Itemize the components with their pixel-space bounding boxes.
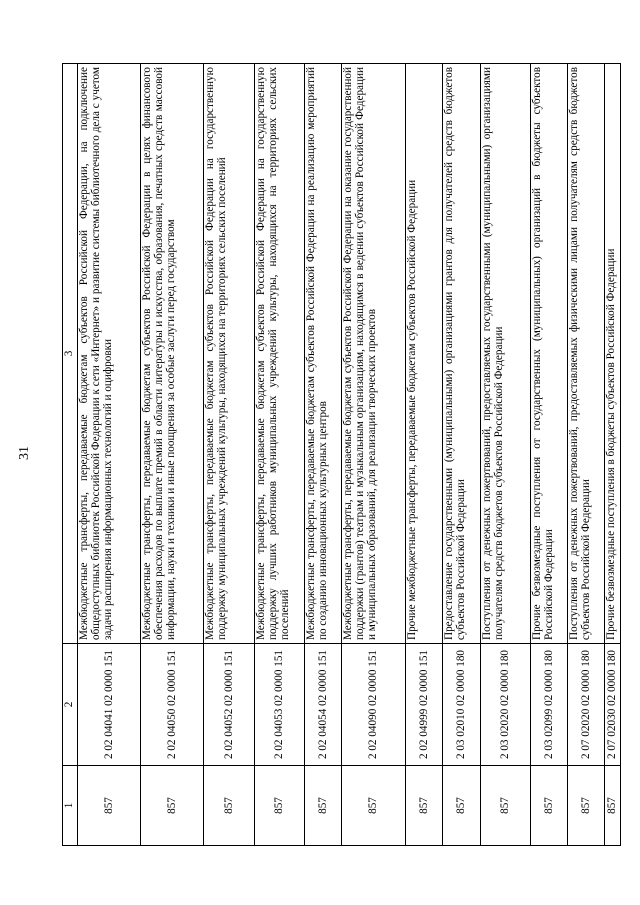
admin-code-cell: 857 [255,766,305,846]
table-row [568,64,605,846]
description-cell: Прочие межбюджетные трансферты, передаваемые бюджетам субъектов Российской Федерации [406,64,443,644]
table-row [204,64,255,846]
table-row [406,64,443,846]
admin-code-cell: 857 [531,766,568,846]
description-cell: Межбюджетные трансферты, передаваемые бюджетам субъектов Российской Федерации на государственную поддержку лучших работников муниципальных учреждений культуры, находящихся на территориях сельских поселений [255,64,305,644]
budget-code-cell: 2 02 04052 02 0000 151 [204,644,255,766]
column-header-1: 1 [63,766,78,846]
budget-code-cell: 2 07 02020 02 0000 180 [568,644,605,766]
admin-code-cell: 857 [305,766,342,846]
table-row [305,64,342,846]
budget-code-cell: 2 07 02030 02 0000 180 [605,644,621,766]
budget-code-cell: 2 02 04041 02 0000 151 [78,644,141,766]
table-row [481,64,531,846]
budget-code-cell: 2 02 04090 02 0000 151 [342,644,406,766]
table-row [531,64,568,846]
admin-code-cell: 857 [481,766,531,846]
table-row [605,64,621,846]
admin-code-cell: 857 [78,766,141,846]
table-row [342,64,406,846]
admin-code-cell: 857 [406,766,443,846]
admin-code-cell: 857 [141,766,204,846]
description-cell: Межбюджетные трансферты, передаваемые бюджетам субъектов Российской Федерации на оказание государственной поддержки (грантов) театрам и музыкальным организациям, находящимся в ведении субъектов Российской Федерации и муниципальных образований, для реализации творческих проектов [342,64,406,644]
table-row [443,64,481,846]
table-row [255,64,305,846]
admin-code-cell: 857 [204,766,255,846]
column-header-3: 3 [63,64,78,644]
budget-code-cell: 2 02 04053 02 0000 151 [255,644,305,766]
description-cell: Поступления от денежных пожертвований, предоставляемых государственными (муниципальными) организациями получателям средств бюджетов субъектов Российской Федерации [481,64,531,644]
table-row [141,64,204,846]
table-header-row [63,64,78,846]
description-cell: Прочие безвозмездные поступления в бюджеты субъектов Российской Федерации [605,64,621,644]
description-cell: Поступления от денежных пожертвований, предоставляемых физическими лицами получателям средств бюджетов субъектов Российской Федерации [568,64,605,644]
table-row [78,64,141,846]
description-cell: Прочие безвозмездные поступления от государственных (муниципальных) организаций в бюджеты субъектов Российской Федерации [531,64,568,644]
description-cell: Межбюджетные трансферты, передаваемые бюджетам субъектов Российской Федерации, на подключение общедоступных библиотек Российской Федерации к сети «Интернет» и развитие системы библиотечного дела с учетом задачи расширения информационных технологий и оцифровки [78,64,141,644]
description-cell: Межбюджетные трансферты, передаваемые бюджетам субъектов Российской Федерации в целях финансового обеспечения расходов по выплате премий в области литературы и искусства, образования, печатных средств массовой информации, науки и техники и иные поощрения за особые заслуги перед государством [141,64,204,644]
budget-code-cell: 2 02 04050 02 0000 151 [141,644,204,766]
budget-codes-table [62,63,621,846]
description-cell: Межбюджетные трансферты, передаваемые бюджетам субъектов Российской Федерации на государственную поддержку муниципальных учреждений культуры, находящихся на территориях сельских поселений [204,64,255,644]
admin-code-cell: 857 [443,766,481,846]
column-header-2: 2 [63,644,78,766]
budget-code-cell: 2 02 04054 02 0000 151 [305,644,342,766]
description-cell: Предоставление государственными (муниципальными) организациями грантов для получателей средств бюджетов субъектов Российской Федерации [443,64,481,644]
description-cell: Межбюджетные трансферты, передаваемые бюджетам субъектов Российской Федерации на реализацию мероприятий по созданию инновационных культурных центров [305,64,342,644]
rotated-table-wrapper [62,64,619,846]
budget-code-cell: 2 02 04999 02 0000 151 [406,644,443,766]
admin-code-cell: 857 [568,766,605,846]
admin-code-cell: 857 [605,766,621,846]
budget-code-cell: 2 03 02010 02 0000 180 [443,644,481,766]
page-number: 31 [17,446,32,460]
admin-code-cell: 857 [342,766,406,846]
budget-code-cell: 2 03 02099 02 0000 180 [531,644,568,766]
budget-code-cell: 2 03 02020 02 0000 180 [481,644,531,766]
